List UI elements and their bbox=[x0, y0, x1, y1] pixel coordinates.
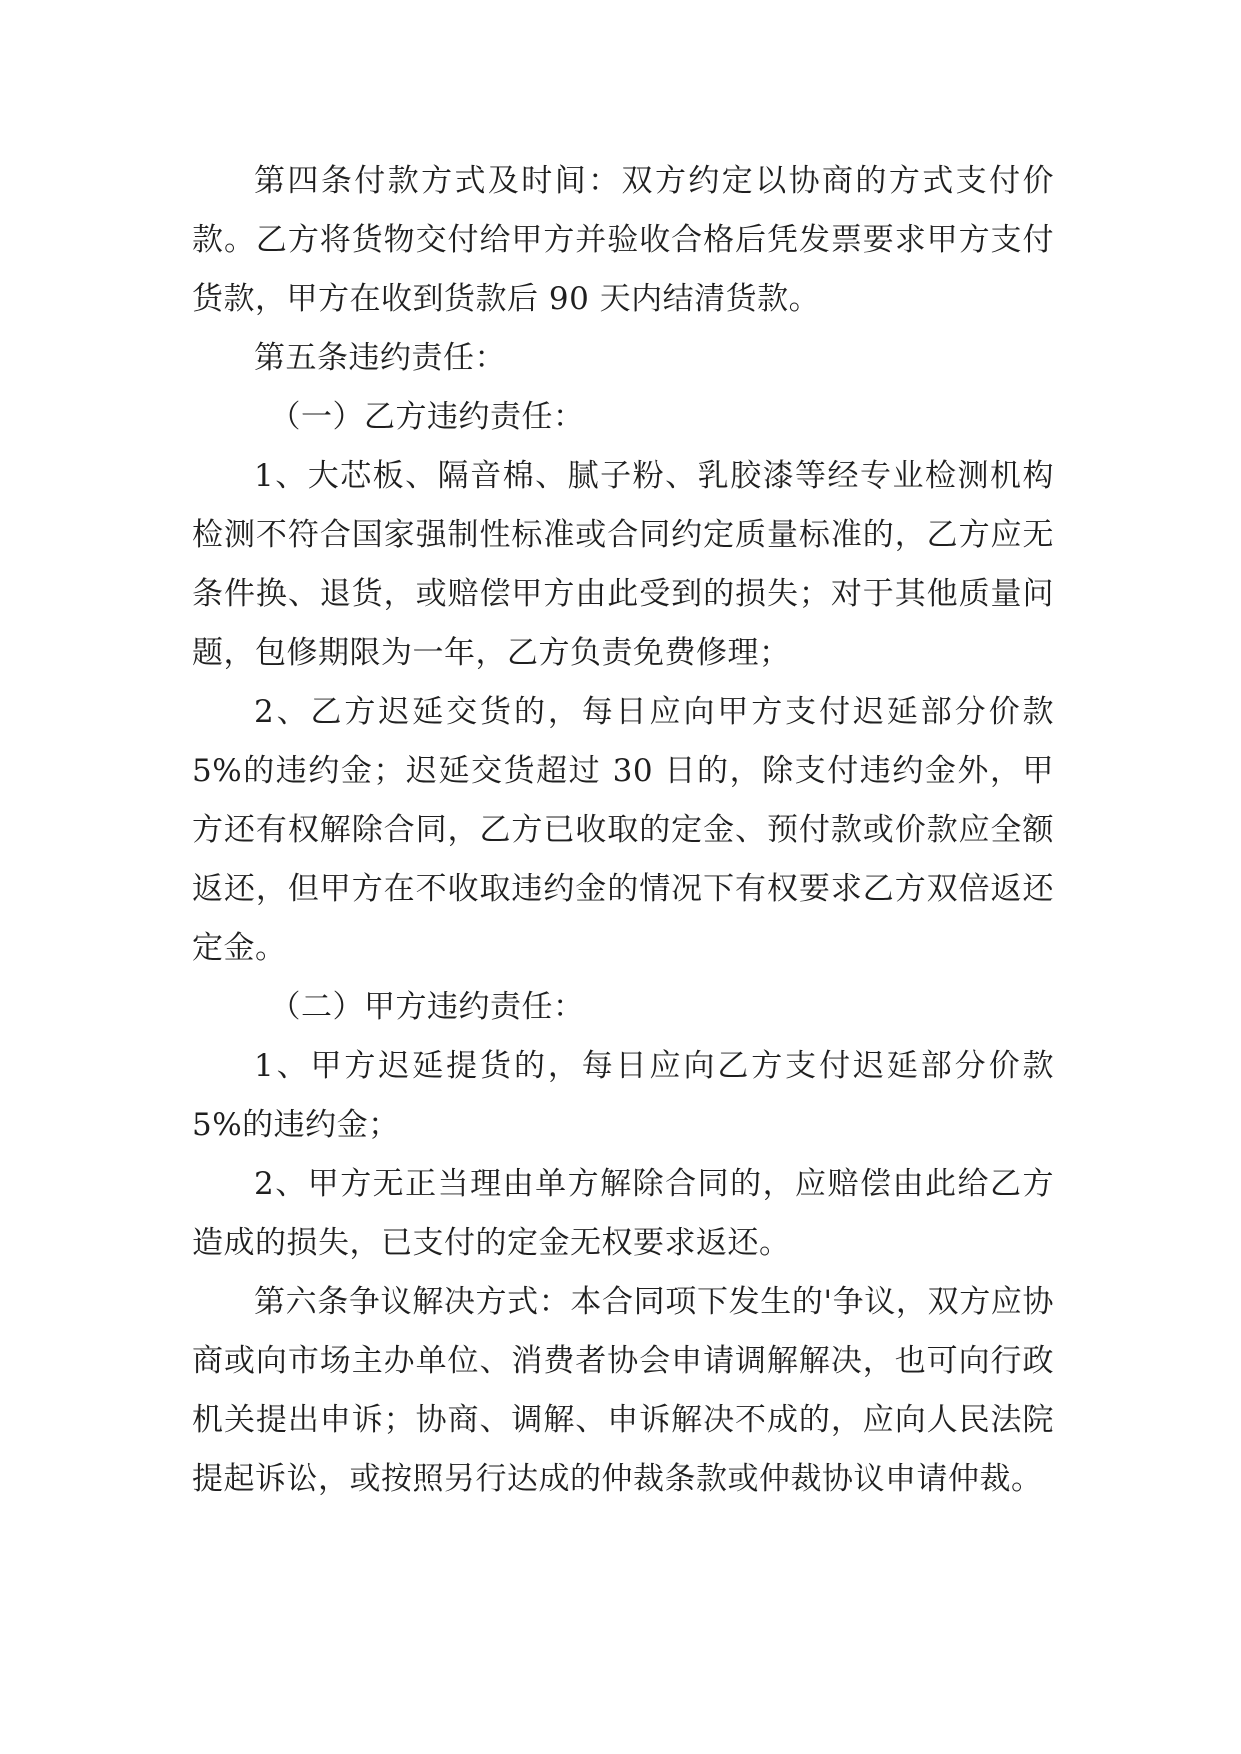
paragraph-party-b-item-1: 1、大芯板、隔音棉、腻子粉、乳胶漆等经专业检测机构检测不符合国家强制性标准或合同约定质量标准的，乙方应无条件换、退货，或赔偿甲方由此受到的损失；对于其他质量问题，包修期限为一年，乙方负责免费修理； bbox=[192, 458, 1054, 671]
paragraph-party-a-liability-heading: （二）甲方违约责任： bbox=[269, 989, 585, 1025]
paragraph-party-b-item-2: 2、乙方迟延交货的，每日应向甲方支付迟延部分价款 5%的违约金；迟延交货超过 30 日的，除支付违约金外，甲方还有权解除合同，乙方已收取的定金、预付款或价款应全额返还，但甲方在不收取违约金的情况下有权要求乙方双倍返还定金。 bbox=[192, 694, 1054, 966]
paragraph-payment-terms: 第四条付款方式及时间：双方约定以协商的方式支付价款。乙方将货物交付给甲方并验收合格后凭发票要求甲方支付货款，甲方在收到货款后 90 天内结清货款。 bbox=[192, 163, 1054, 317]
paragraph-dispute-resolution: 第六条争议解决方式：本合同项下发生的'争议，双方应协商或向市场主办单位、消费者协会申请调解解决，也可向行政机关提出申诉；协商、调解、申诉解决不成的，应向人民法院提起诉讼，或按照另行达成的仲裁条款或仲裁协议申请仲裁。 bbox=[192, 1284, 1054, 1497]
document-body bbox=[192, 152, 1054, 1509]
paragraph-breach-liability-heading: 第五条违约责任： bbox=[254, 340, 506, 376]
paragraph-party-a-item-2: 2、甲方无正当理由单方解除合同的，应赔偿由此给乙方造成的损失，已支付的定金无权要求返还。 bbox=[192, 1166, 1054, 1261]
paragraph-party-b-liability-heading: （一）乙方违约责任： bbox=[269, 399, 585, 435]
paragraph-party-a-item-1: 1、甲方迟延提货的，每日应向乙方支付迟延部分价款 5%的违约金； bbox=[192, 1048, 1054, 1143]
